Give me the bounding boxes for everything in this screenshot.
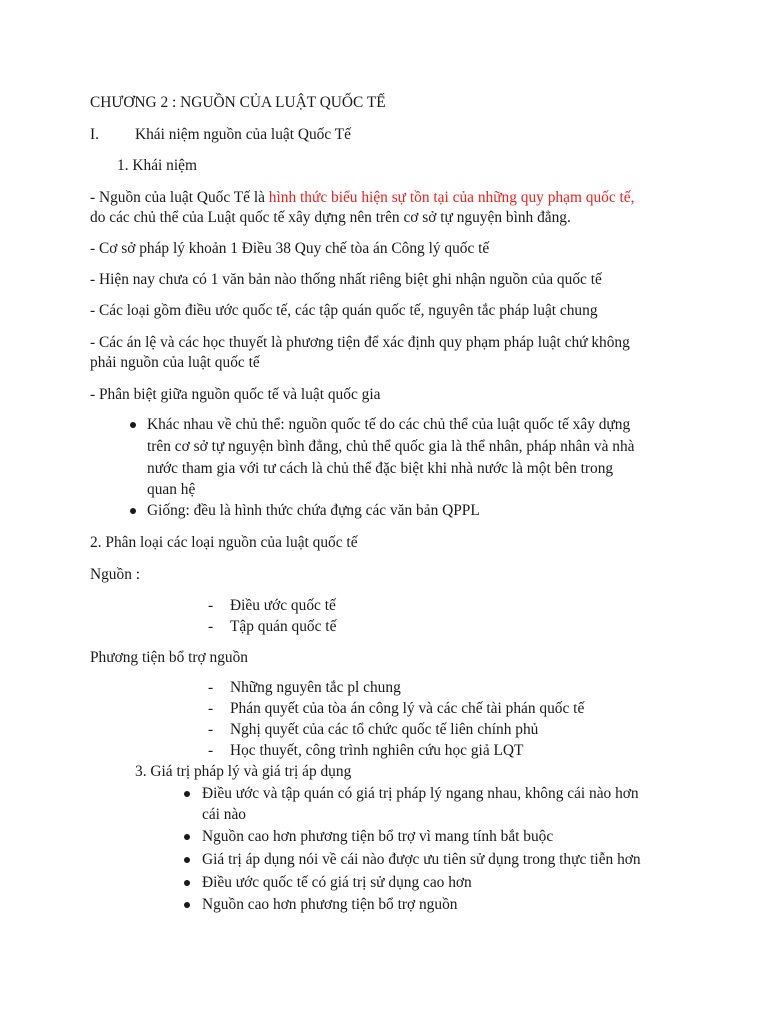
bullet-icon <box>184 902 190 908</box>
bullet-icon <box>184 880 190 886</box>
sources-label: Nguồn : <box>90 566 141 583</box>
section-number: I. <box>90 126 99 143</box>
dash-marker: - <box>208 721 214 738</box>
bullet-difference-line-2: trên cơ sở tự nguyện bình đẳng, chủ thể quốc gia là thể nhân, pháp nhân và nhà <box>147 438 635 455</box>
paragraph-definition-line-1 <box>90 188 634 208</box>
supplementary-item-3: Nghị quyết của các tổ chức quốc tế liên chính phủ <box>230 721 539 738</box>
dash-marker: - <box>208 742 214 759</box>
dash-marker: - <box>208 700 214 717</box>
bullet-equal-value-line-1: Điều ước và tập quán có giá trị pháp lý ngang nhau, không cái nào hơn <box>202 785 639 802</box>
definition-highlight: hình thức biểu hiện sự tồn tại của những quy phạm quốc tế, <box>268 189 635 206</box>
subsection-heading-1: 1. Khái niệm <box>117 157 197 174</box>
supplementary-item-1: Những nguyên tắc pl chung <box>230 679 401 696</box>
dash-marker: - <box>208 679 214 696</box>
bullet-icon <box>184 791 190 797</box>
bullet-source-higher: Nguồn cao hơn phương tiện bổ trợ vì mang tính bắt buộc <box>202 828 554 845</box>
bullet-icon <box>184 857 190 863</box>
bullet-equal-value-line-2: cái nào <box>202 806 247 823</box>
paragraph-legal-basis: - Cơ sở pháp lý khoản 1 Điều 38 Quy chế tòa án Công lý quốc tế <box>90 240 490 257</box>
definition-prefix: - Nguồn của luật Quốc Tế là <box>90 189 269 206</box>
paragraph-case-law-line-2: phải nguồn của luật quốc tế <box>90 354 260 371</box>
section-heading: Khái niệm nguồn của luật Quốc Tế <box>135 126 351 143</box>
supplementary-item-2: Phán quyết của tòa án công lý và các chế tài phán quốc tế <box>230 700 585 717</box>
subsection-heading-2: 2. Phân loại các loại nguồn của luật quốc tế <box>90 534 358 551</box>
bullet-difference-line-1: Khác nhau về chủ thể: nguồn quốc tế do các chủ thể của luật quốc tế xây dựng <box>147 416 631 433</box>
subsection-heading-3: 3. Giá trị pháp lý và giá trị áp dụng <box>135 763 352 780</box>
paragraph-case-law-line-1: - Các án lệ và các học thuyết là phương tiện để xác định quy phạm pháp luật chứ không <box>90 334 630 351</box>
bullet-application-value: Giá trị áp dụng nói về cái nào được ưu tiên sử dụng trong thực tiễn hơn <box>202 851 641 868</box>
bullet-icon <box>184 834 190 840</box>
bullet-icon <box>130 422 136 428</box>
bullet-source-over-supplementary: Nguồn cao hơn phương tiện bổ trợ nguồn <box>202 896 458 913</box>
bullet-difference-line-4: quan hệ <box>147 481 196 498</box>
paragraph-types: - Các loại gồm điều ước quốc tế, các tập quán quốc tế, nguyên tắc pháp luật chung <box>90 302 598 319</box>
bullet-treaty-higher: Điều ước quốc tế có giá trị sử dụng cao hơn <box>202 874 472 891</box>
source-item-custom: Tập quán quốc tế <box>230 618 337 635</box>
supplementary-item-4: Học thuyết, công trình nghiên cứu học giả LQT <box>230 742 524 759</box>
chapter-title: CHƯƠNG 2 : NGUỒN CỦA LUẬT QUỐC TẾ <box>90 94 386 111</box>
bullet-icon <box>130 508 136 514</box>
source-item-treaty: Điều ước quốc tế <box>230 597 336 614</box>
dash-marker: - <box>208 597 214 614</box>
paragraph-definition-line-2: do các chủ thể của Luật quốc tế xây dựng nên trên cơ sở tự nguyện bình đẳng. <box>90 209 571 226</box>
bullet-difference-line-3: nước tham gia với tư cách là chủ thể đặc biệt khi nhà nước là một bên trong <box>147 460 614 477</box>
supplementary-label: Phương tiện bổ trợ nguồn <box>90 649 249 666</box>
paragraph-no-document: - Hiện nay chưa có 1 văn bản nào thống nhất riêng biệt ghi nhận nguồn của quốc tế <box>90 271 602 288</box>
paragraph-distinction: - Phân biệt giữa nguồn quốc tế và luật quốc gia <box>90 386 381 403</box>
bullet-similarity: Giống: đều là hình thức chứa đựng các văn bản QPPL <box>147 502 480 519</box>
dash-marker: - <box>208 618 214 635</box>
